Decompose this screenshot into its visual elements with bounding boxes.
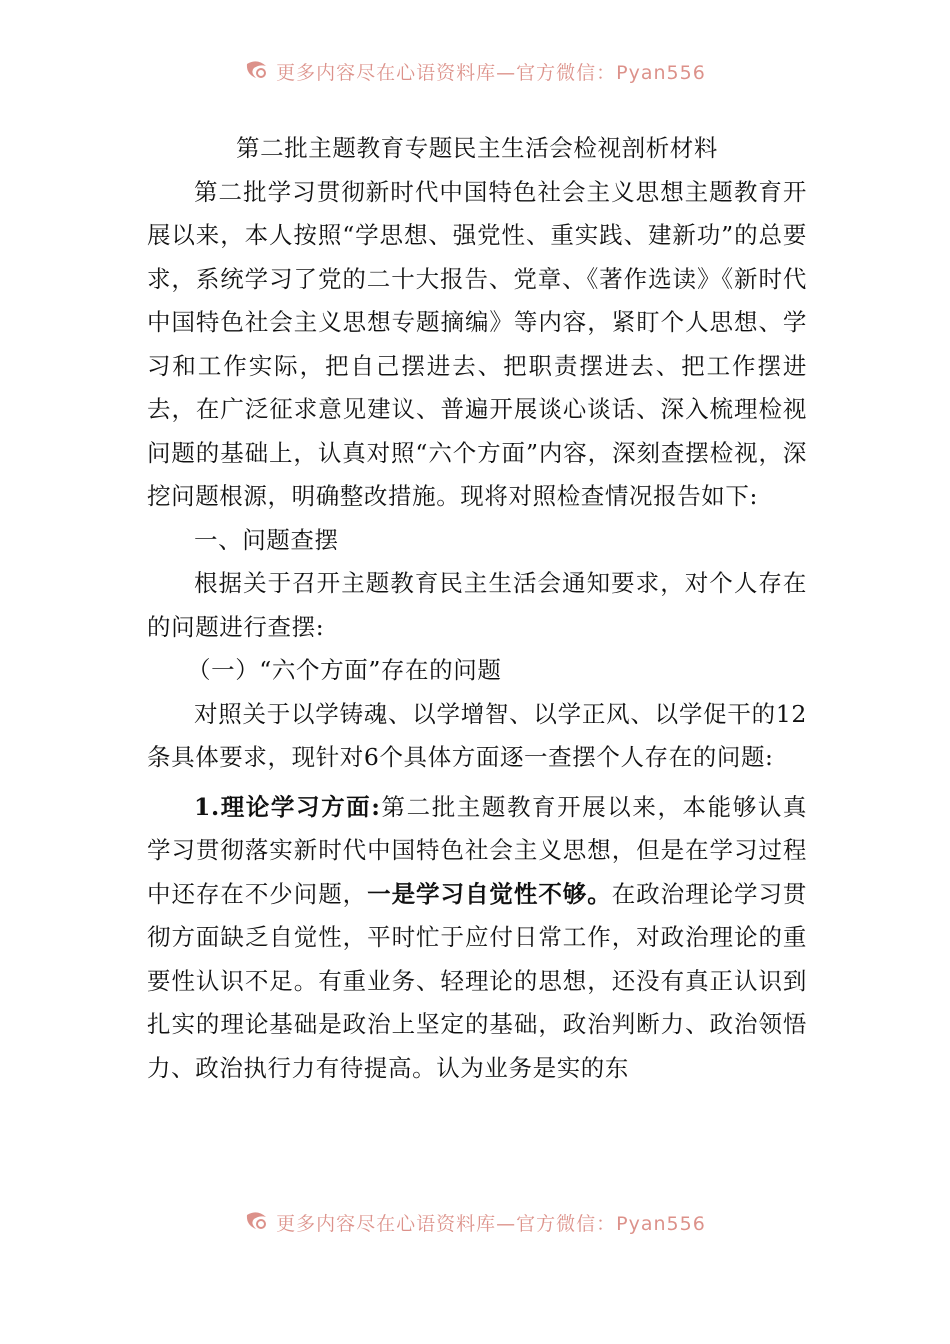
item1-paragraph (147, 786, 807, 1091)
item1-point: 一是学习自觉性不够。 (367, 879, 612, 908)
watermark-text: 更多内容尽在心语资料库—官方微信：Pyan556 (276, 62, 706, 84)
item1-text-a: 第二批主题教育开展以来，本能够认真学习贯彻落实新时代中国特色社会主义思想，但是在学习过程中还存在不少问题， (147, 792, 808, 908)
watermark-text: 更多内容尽在心语资料库—官方微信：Pyan556 (276, 1213, 706, 1235)
document-title: 第二批主题教育专题民主生活会检视剖析材料 (236, 134, 718, 162)
intro-paragraph: 第二批学习贯彻新时代中国特色社会主义思想主题教育开展以来，本人按照“学思想、强党性、重实践、建新功”的总要求，系统学习了党的二十大报告、党章、《著作选读》《新时代中国特色社会主义思想专题摘编》等内容，紧盯个人思想、学习和工作实际，把自己摆进去、把职责摆进去、把工作摆进去，在广泛征求意见建议、普遍开展谈心谈话、深入梳理检视问题的基础上，认真对照“六个方面”内容，深刻查摆检视，深挖问题根源，明确整改措施。现将对照检查情况报告如下: (147, 177, 807, 510)
subsection1-paragraph: 对照关于以学铸魂、以学增智、以学正风、以学促干的12条具体要求，现针对6个具体方面逐一查摆个人存在的问题: (147, 699, 807, 771)
subsection1-heading: （一）“六个方面”存在的问题 (187, 656, 502, 684)
watermark-logo-icon (244, 1211, 270, 1238)
section1-paragraph: 根据关于召开主题教育民主生活会通知要求，对个人存在的问题进行查摆: (147, 569, 807, 641)
document-body (147, 127, 807, 1090)
watermark-bottom (0, 1209, 950, 1238)
watermark-top (0, 58, 950, 87)
item1-label: 1.理论学习方面: (194, 792, 381, 821)
section1-heading: 一、问题查摆 (194, 525, 339, 554)
watermark-logo-icon (244, 60, 270, 87)
item1-text-b: 在政治理论学习贯彻方面缺乏自觉性，平时忙于应付日常工作，对政治理论的重要性认识不足。有重业务、轻理论的思想，还没有真正认识到扎实的理论基础是政治上坚定的基础，政治判断力、政治领悟力、政治执行力有待提高。认为业务是实的东 (147, 879, 808, 1082)
